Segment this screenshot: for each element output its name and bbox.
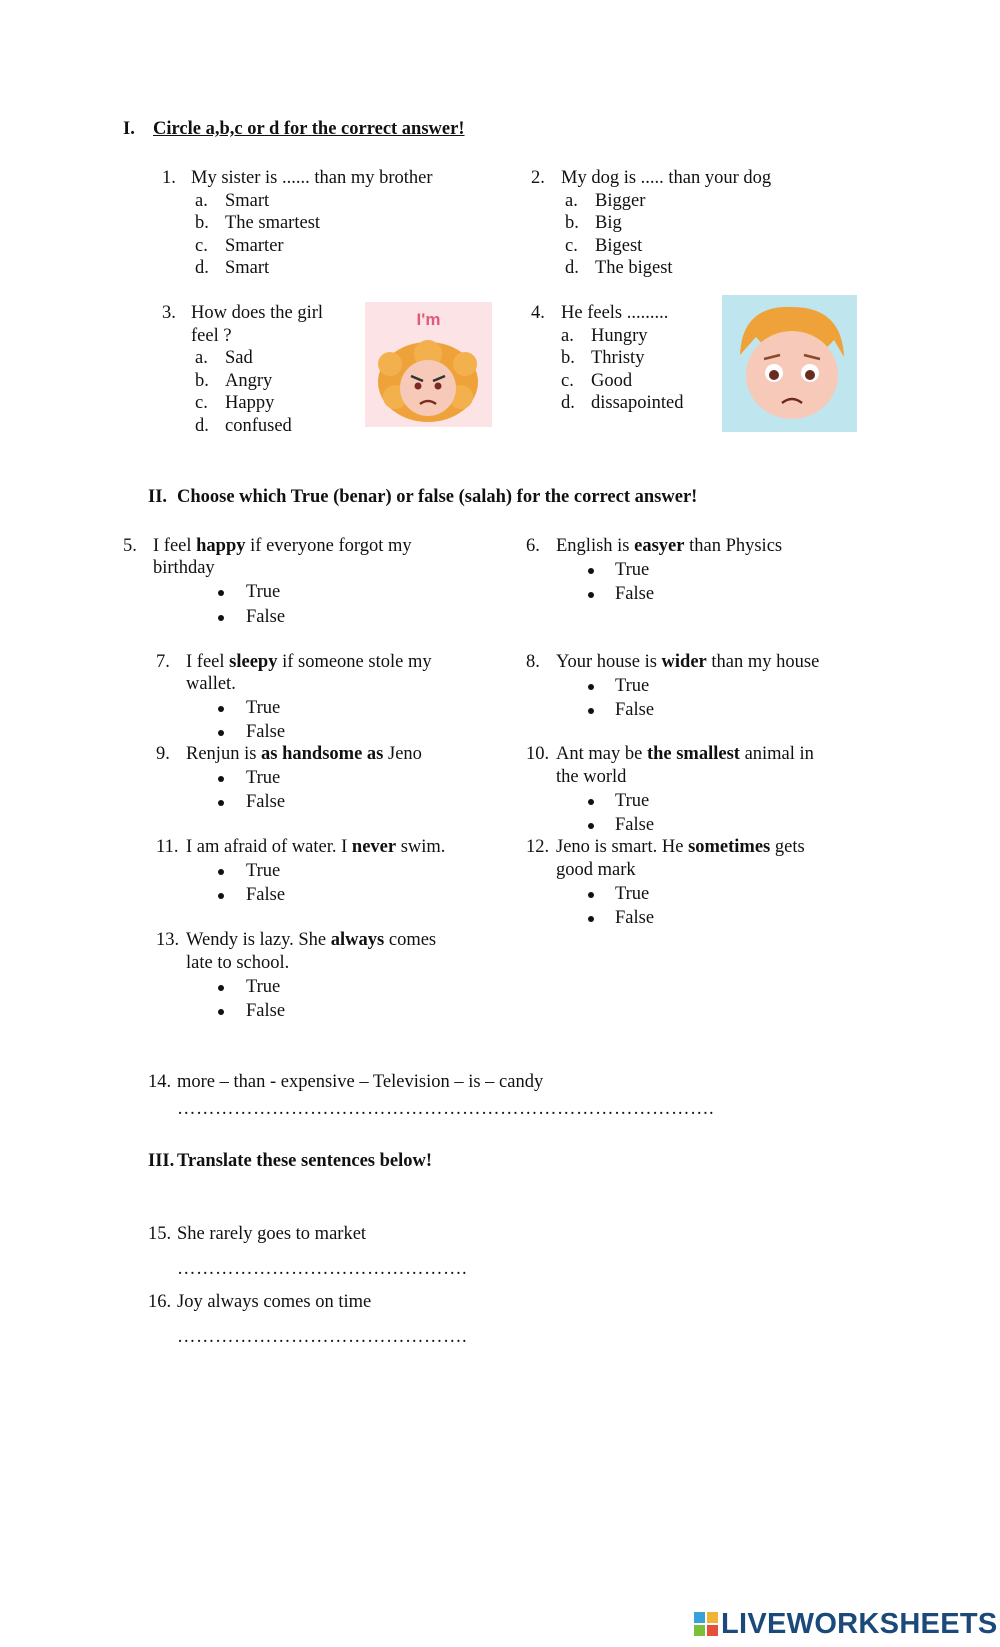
- true-option[interactable]: True: [246, 698, 281, 718]
- true-option[interactable]: True: [615, 791, 650, 811]
- option-text[interactable]: Bigest: [595, 236, 643, 256]
- option-text[interactable]: dissapointed: [591, 393, 684, 413]
- option-letter: c.: [565, 236, 578, 256]
- bullet: [588, 568, 594, 574]
- item-number: 13.: [156, 930, 180, 950]
- option-text[interactable]: Hungry: [591, 326, 648, 346]
- bullet: [218, 706, 224, 712]
- option-letter: d.: [565, 258, 579, 278]
- item-text: Wendy is lazy. She always comes: [186, 930, 437, 950]
- answer-line[interactable]: ………………………………………………………………………….: [177, 1099, 715, 1119]
- liveworksheets-logo-text: LIVEWORKSHEETS: [721, 1608, 998, 1640]
- bullet: [218, 776, 224, 782]
- false-option[interactable]: False: [615, 815, 655, 835]
- bullet: [218, 869, 224, 875]
- bullet: [218, 893, 224, 899]
- true-option[interactable]: True: [246, 977, 281, 997]
- item-number: 10.: [526, 744, 550, 764]
- section3-numeral: III.: [148, 1151, 175, 1171]
- false-option[interactable]: False: [246, 885, 286, 905]
- true-option[interactable]: True: [615, 884, 650, 904]
- item-text-line2: good mark: [556, 860, 636, 880]
- option-text[interactable]: Smart: [225, 191, 270, 211]
- item-text-line2: the world: [556, 767, 627, 787]
- option-text[interactable]: The smartest: [225, 213, 321, 233]
- item-number: 9.: [156, 744, 170, 764]
- option-letter: c.: [195, 393, 208, 413]
- item-number: 7.: [156, 652, 170, 672]
- option-text[interactable]: Smarter: [225, 236, 284, 256]
- false-option[interactable]: False: [246, 792, 286, 812]
- false-option[interactable]: False: [615, 908, 655, 928]
- question-text: My sister is ...... than my brother: [191, 168, 433, 188]
- option-letter: b.: [195, 371, 209, 391]
- item-number: 5.: [123, 536, 137, 556]
- true-option[interactable]: True: [615, 560, 650, 580]
- item-text: Jeno is smart. He sometimes gets: [556, 837, 805, 857]
- item-text: I feel sleepy if someone stole my: [186, 652, 432, 672]
- option-text[interactable]: Sad: [225, 348, 253, 368]
- option-letter: d.: [561, 393, 575, 413]
- liveworksheets-logo-icon: [694, 1612, 718, 1636]
- bullet: [218, 615, 224, 621]
- option-text[interactable]: The bigest: [595, 258, 673, 278]
- option-text[interactable]: confused: [225, 416, 292, 436]
- option-letter: b.: [195, 213, 209, 233]
- item-text: I am afraid of water. I never swim.: [186, 837, 446, 857]
- item-text-line2: late to school.: [186, 953, 290, 973]
- sad-boy-image: [722, 295, 857, 432]
- option-letter: b.: [561, 348, 575, 368]
- true-option[interactable]: True: [246, 861, 281, 881]
- bullet: [588, 684, 594, 690]
- false-option[interactable]: False: [615, 700, 655, 720]
- section1-title: Circle a,b,c or d for the correct answer!: [153, 119, 465, 139]
- bullet: [218, 985, 224, 991]
- question-number: 4.: [531, 303, 545, 323]
- item-number: 14.: [148, 1072, 172, 1092]
- option-letter: b.: [565, 213, 579, 233]
- false-option[interactable]: False: [246, 722, 286, 742]
- section1-numeral: I.: [123, 119, 135, 139]
- question-number: 3.: [162, 303, 176, 323]
- question-text: How does the girl: [191, 303, 324, 323]
- section2-numeral: II.: [148, 487, 168, 507]
- question-number: 2.: [531, 168, 545, 188]
- false-option[interactable]: False: [246, 607, 286, 627]
- option-letter: d.: [195, 416, 209, 436]
- item-text: Your house is wider than my house: [556, 652, 820, 672]
- angry-girl-image: [365, 302, 492, 427]
- option-letter: c.: [195, 236, 208, 256]
- bullet: [588, 892, 594, 898]
- bullet: [588, 823, 594, 829]
- option-text[interactable]: Happy: [225, 393, 275, 413]
- item-text: Ant may be the smallest animal in: [556, 744, 814, 764]
- image-caption: I'm: [416, 310, 441, 329]
- bullet: [218, 1009, 224, 1015]
- item-text-line2: birthday: [153, 558, 215, 578]
- item-number: 6.: [526, 536, 540, 556]
- question-text: My dog is ..... than your dog: [561, 168, 772, 188]
- true-option[interactable]: True: [246, 582, 281, 602]
- option-text[interactable]: Angry: [225, 371, 273, 391]
- true-option[interactable]: True: [246, 768, 281, 788]
- option-letter: a.: [561, 326, 574, 346]
- option-letter: a.: [195, 191, 208, 211]
- bullet: [218, 800, 224, 806]
- answer-line[interactable]: ……………………………………….: [177, 1259, 468, 1279]
- answer-line[interactable]: ……………………………………….: [177, 1327, 468, 1347]
- option-text[interactable]: Smart: [225, 258, 270, 278]
- option-text[interactable]: Big: [595, 213, 622, 233]
- option-letter: a.: [565, 191, 578, 211]
- item-number: 16.: [148, 1292, 172, 1312]
- true-option[interactable]: True: [615, 676, 650, 696]
- option-text[interactable]: Thristy: [591, 348, 645, 368]
- item-number: 8.: [526, 652, 540, 672]
- section3-title: Translate these sentences below!: [177, 1151, 433, 1171]
- false-option[interactable]: False: [615, 584, 655, 604]
- item-number: 15.: [148, 1224, 172, 1244]
- bullet: [588, 592, 594, 598]
- item-text: English is easyer than Physics: [556, 536, 783, 556]
- item-text: Renjun is as handsome as Jeno: [186, 744, 422, 764]
- option-text[interactable]: Good: [591, 371, 633, 391]
- bullet: [218, 730, 224, 736]
- option-letter: a.: [195, 348, 208, 368]
- bullet: [588, 916, 594, 922]
- bullet: [588, 799, 594, 805]
- angry-face-icon: [365, 302, 492, 427]
- question-text: feel ?: [191, 326, 232, 346]
- item-text: Joy always comes on time: [177, 1292, 372, 1312]
- bullet: [588, 708, 594, 714]
- item-number: 11.: [156, 837, 179, 857]
- option-letter: d.: [195, 258, 209, 278]
- item-text: I feel happy if everyone forgot my: [153, 536, 412, 556]
- question-number: 1.: [162, 168, 176, 188]
- section2-title: Choose which True (benar) or false (salah) for the correct answer!: [177, 487, 698, 507]
- sad-face-icon: [722, 295, 857, 432]
- item-text: more – than - expensive – Television – is – candy: [177, 1072, 544, 1092]
- false-option[interactable]: False: [246, 1001, 286, 1021]
- item-text-line2: wallet.: [186, 674, 236, 694]
- option-text[interactable]: Bigger: [595, 191, 646, 211]
- item-number: 12.: [526, 837, 550, 857]
- bullet: [218, 590, 224, 596]
- item-text: She rarely goes to market: [177, 1224, 367, 1244]
- question-text: He feels .........: [561, 303, 669, 323]
- option-letter: c.: [561, 371, 574, 391]
